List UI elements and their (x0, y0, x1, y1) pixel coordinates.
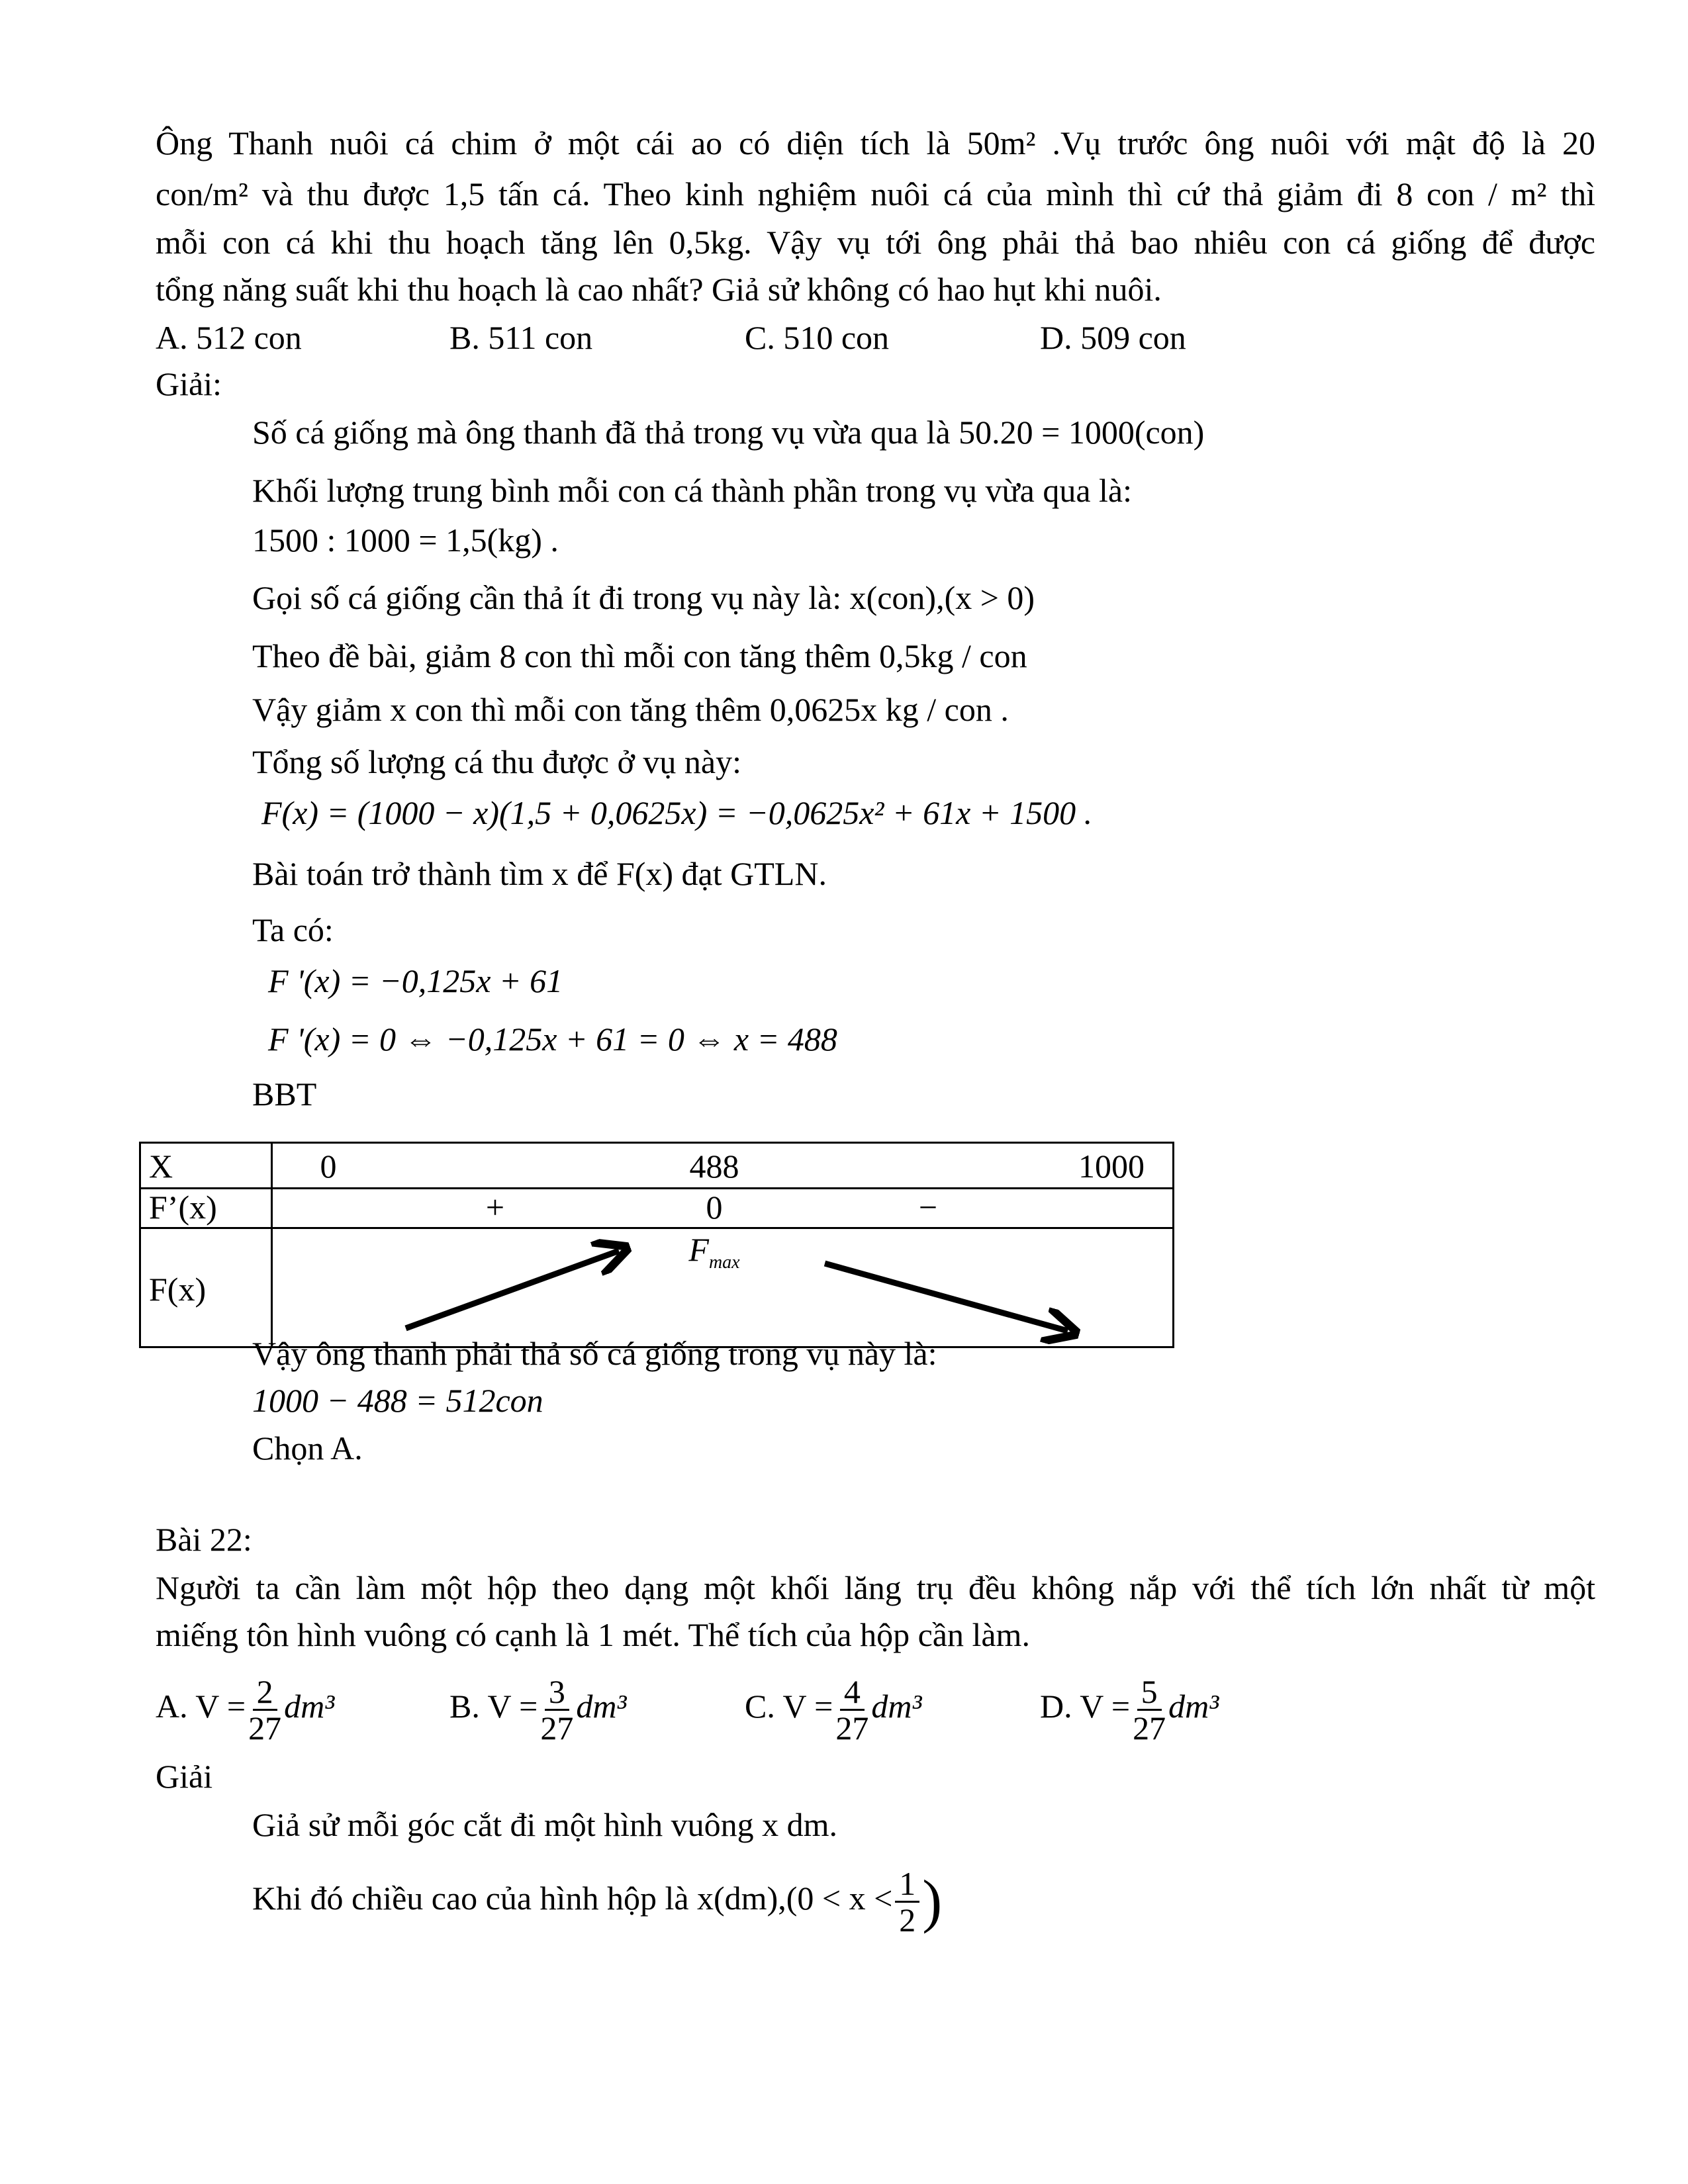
option-prefix: B. V = (449, 1687, 538, 1725)
row-label-x: X (149, 1148, 173, 1185)
option-d (1040, 1674, 1219, 1745)
problem-text-line: Người ta cần làm một hộp theo dạng một khối lăng trụ đều không nắp với thể tích lớn nhất từ một (156, 1569, 1595, 1606)
unit: dm³ (871, 1687, 922, 1725)
option-a (156, 1674, 334, 1745)
conclusion-line: Vậy ông thanh phải thả số cá giống trong vụ này là: (252, 1335, 937, 1372)
denominator: 27 (540, 1709, 574, 1747)
option-prefix: D. V = (1040, 1687, 1131, 1725)
x-value: 0 (320, 1148, 337, 1185)
option-prefix: A. V = (156, 1687, 246, 1725)
option-c: C. 510 con (745, 319, 890, 356)
numerator: 1 (895, 1866, 919, 1903)
option-b: B. 511 con (449, 319, 593, 356)
row-label-f: F(x) (149, 1271, 207, 1308)
conclusion-answer: Chọn A. (252, 1430, 363, 1467)
problem-text-line: mỗi con cá khi thu hoạch tăng lên 0,5kg. Vậy vụ tới ông phải thả bao nhiêu con cá giống để được (156, 224, 1595, 261)
problem-text-line: con/m² và thu được 1,5 tấn cá. Theo kinh nghiệm nuôi cá của mình thì cứ thả giảm đi 8 con / m² thì (156, 175, 1595, 212)
solution-line: Tổng số lượng cá thu được ở vụ này: (252, 743, 741, 780)
solution-line: Bài toán trở thành tìm x để F(x) đạt GTLN. (252, 855, 827, 892)
solution-line: Gọi số cá giống cần thả ít đi trong vụ này là: x(con),(x > 0) (252, 579, 1035, 616)
solution-line: Vậy giảm x con thì mỗi con tăng thêm 0,0625x kg / con . (252, 691, 1009, 728)
sign-minus: − (918, 1189, 938, 1226)
close-paren: ) (922, 1868, 943, 1934)
formula-critical: F '(x) = 0 ⇔ −0,125x + 61 = 0 ⇔ x = 488 (268, 1021, 837, 1058)
denominator: 27 (1133, 1709, 1166, 1747)
problem-text-line: tổng năng suất khi thu hoạch là cao nhất? Giả sử không có hao hụt khi nuôi. (156, 271, 1162, 308)
option-d: D. 509 con (1040, 319, 1186, 356)
unit: dm³ (284, 1687, 335, 1725)
variation-table (139, 1142, 1174, 1348)
solution-line (252, 1866, 942, 1937)
unit: dm³ (1168, 1687, 1219, 1725)
numerator: 5 (1137, 1674, 1162, 1711)
f-max-f: F (688, 1231, 709, 1268)
solution-line: Ta có: (252, 911, 334, 948)
problem-text-line: miếng tôn hình vuông có cạnh là 1 mét. Thể tích của hộp cần làm. (156, 1616, 1030, 1653)
numerator: 4 (840, 1674, 865, 1711)
fraction (835, 1674, 868, 1745)
formula-f: F(x) = (1000 − x)(1,5 + 0,0625x) = −0,0625x² + 61x + 1500 . (261, 794, 1093, 831)
option-b (449, 1674, 626, 1745)
option-c (745, 1674, 921, 1745)
row-label-fprime: F’(x) (149, 1189, 217, 1226)
x-value: 488 (689, 1148, 739, 1185)
fraction (248, 1674, 281, 1745)
solution-line: Theo đề bài, giảm 8 con thì mỗi con tăng thêm 0,5kg / con (252, 637, 1027, 674)
fraction (1133, 1674, 1166, 1745)
solution-label: Giải (156, 1758, 213, 1795)
increase-arrow-icon (406, 1251, 619, 1328)
solution-text: Khi đó chiều cao của hình hộp là x(dm),(0 < x < (252, 1879, 893, 1917)
sign-plus: + (485, 1189, 505, 1226)
unit: dm³ (576, 1687, 627, 1725)
denominator: 27 (248, 1709, 282, 1747)
solution-line: Khối lượng trung bình mỗi con cá thành phần trong vụ vừa qua là: (252, 472, 1133, 509)
problem-text-line: Ông Thanh nuôi cá chim ở một cái ao có diện tích là 50m² .Vụ trước ông nuôi với mật độ là 20 (156, 124, 1595, 161)
conclusion-formula: 1000 − 488 = 512con (252, 1382, 543, 1419)
x-value: 1000 (1078, 1148, 1145, 1185)
arrows (141, 1144, 1176, 1350)
option-prefix: C. V = (745, 1687, 833, 1725)
option-a: A. 512 con (156, 319, 302, 356)
f-max-sub: max (708, 1252, 740, 1273)
solution-line: Giả sử mỗi góc cắt đi một hình vuông x dm. (252, 1806, 837, 1843)
numerator: 2 (253, 1674, 277, 1711)
fraction (540, 1674, 573, 1745)
solution-label: Giải: (156, 365, 222, 402)
solution-line: 1500 : 1000 = 1,5(kg) . (252, 522, 559, 559)
formula-derivative: F '(x) = −0,125x + 61 (268, 962, 563, 999)
decrease-arrow-icon (825, 1263, 1068, 1331)
fraction-half (895, 1866, 919, 1937)
denominator: 2 (899, 1901, 916, 1938)
bbt-label: BBT (252, 1075, 317, 1113)
solution-line: Số cá giống mà ông thanh đã thả trong vụ vừa qua là 50.20 = 1000(con) (252, 414, 1205, 451)
problem-title: Bài 22: (156, 1521, 252, 1558)
numerator: 3 (545, 1674, 569, 1711)
sign-zero: 0 (706, 1189, 723, 1226)
denominator: 27 (835, 1709, 869, 1747)
